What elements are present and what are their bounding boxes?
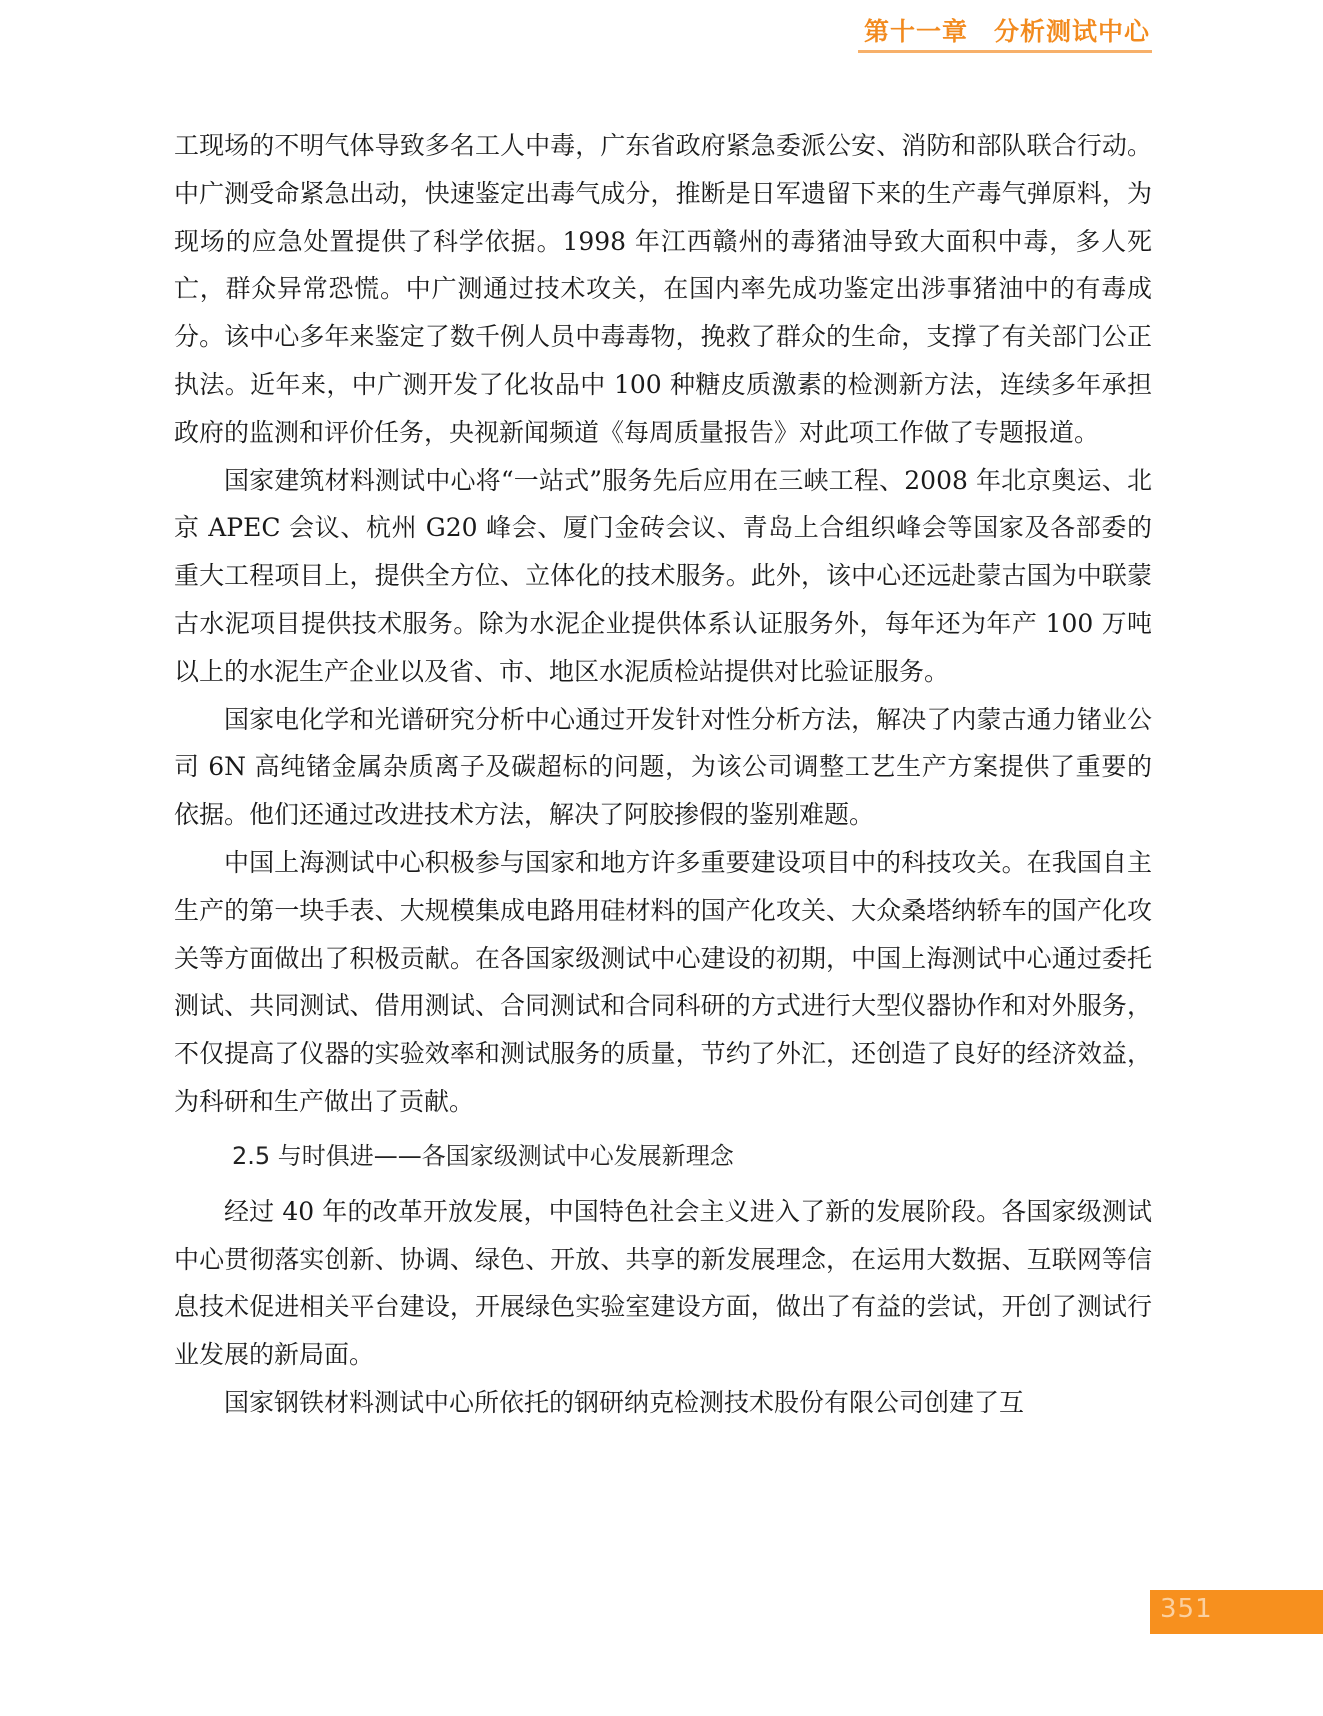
chapter-title: 分析测试中心 (993, 17, 1150, 46)
running-header (864, 12, 1150, 48)
page-body (174, 122, 1152, 1427)
paragraph-building-materials-center: 国家建筑材料测试中心将“一站式”服务先后应用在三峡工程、2008 年北京奥运、北京 APEC 会议、杭州 G20 峰会、厦门金砖会议、青岛上合组织峰会等国家及各部委的重大工程项目上，提供全方位、立体化的技术服务。此外，该中心还远赴蒙古国为中联蒙古水泥项目提供技术服务。除为水泥企业提供体系认证服务外，每年还为年产 100 万吨以上的水泥生产企业以及省、市、地区水泥质检站提供对比验证服务。 (174, 465, 1152, 686)
header-underline (858, 50, 1152, 53)
paragraph-continued: 工现场的不明气体导致多名工人中毒，广东省政府紧急委派公安、消防和部队联合行动。中广测受命紧急出动，快速鉴定出毒气成分，推断是日军遗留下来的生产毒气弹原料，为现场的应急处置提供了科学依据。1998 年江西赣州的毒猪油导致大面积中毒，多人死亡，群众异常恐慌。中广测通过技术攻关，在国内率先成功鉴定出涉事猪油中的有毒成分。该中心多年来鉴定了数千例人员中毒毒物，挽救了群众的生命，支撑了有关部门公正执法。近年来，中广测开发了化妆品中 100 种糖皮质激素的检测新方法，连续多年承担政府的监测和评价任务，央视新闻频道《每周质量报告》对此项工作做了专题报道。 (174, 131, 1152, 447)
chapter-number: 第十一章 (863, 17, 968, 46)
page-number-tab (1150, 1590, 1323, 1634)
page-number: 351 (1160, 1594, 1213, 1624)
section-heading: 2.5 与时俱进——各国家级测试中心发展新理念 (232, 1141, 734, 1170)
paragraph-electrochemistry-center: 国家电化学和光谱研究分析中心通过开发针对性分析方法，解决了内蒙古通力锗业公司 6N 高纯锗金属杂质离子及碳超标的问题，为该公司调整工艺生产方案提供了重要的依据。他们还通过改进技术方法，解决了阿胶掺假的鉴别难题。 (174, 704, 1152, 830)
paragraph-new-development: 经过 40 年的改革开放发展，中国特色社会主义进入了新的发展阶段。各国家级测试中心贯彻落实创新、协调、绿色、开放、共享的新发展理念，在运用大数据、互联网等信息技术促进相关平台建设，开展绿色实验室建设方面，做出了有益的尝试，开创了测试行业发展的新局面。 (174, 1196, 1152, 1370)
paragraph-steel-center: 国家钢铁材料测试中心所依托的钢研纳克检测技术股份有限公司创建了互 (224, 1387, 1025, 1417)
paragraph-shanghai-center: 中国上海测试中心积极参与国家和地方许多重要建设项目中的科技攻关。在我国自主生产的第一块手表、大规模集成电路用硅材料的国产化攻关、大众桑塔纳轿车的国产化攻关等方面做出了积极贡献。在各国家级测试中心建设的初期，中国上海测试中心通过委托测试、共同测试、借用测试、合同测试和合同科研的方式进行大型仪器协作和对外服务，不仅提高了仪器的实验效率和测试服务的质量，节约了外汇，还创造了良好的经济效益，为科研和生产做出了贡献。 (174, 847, 1152, 1116)
